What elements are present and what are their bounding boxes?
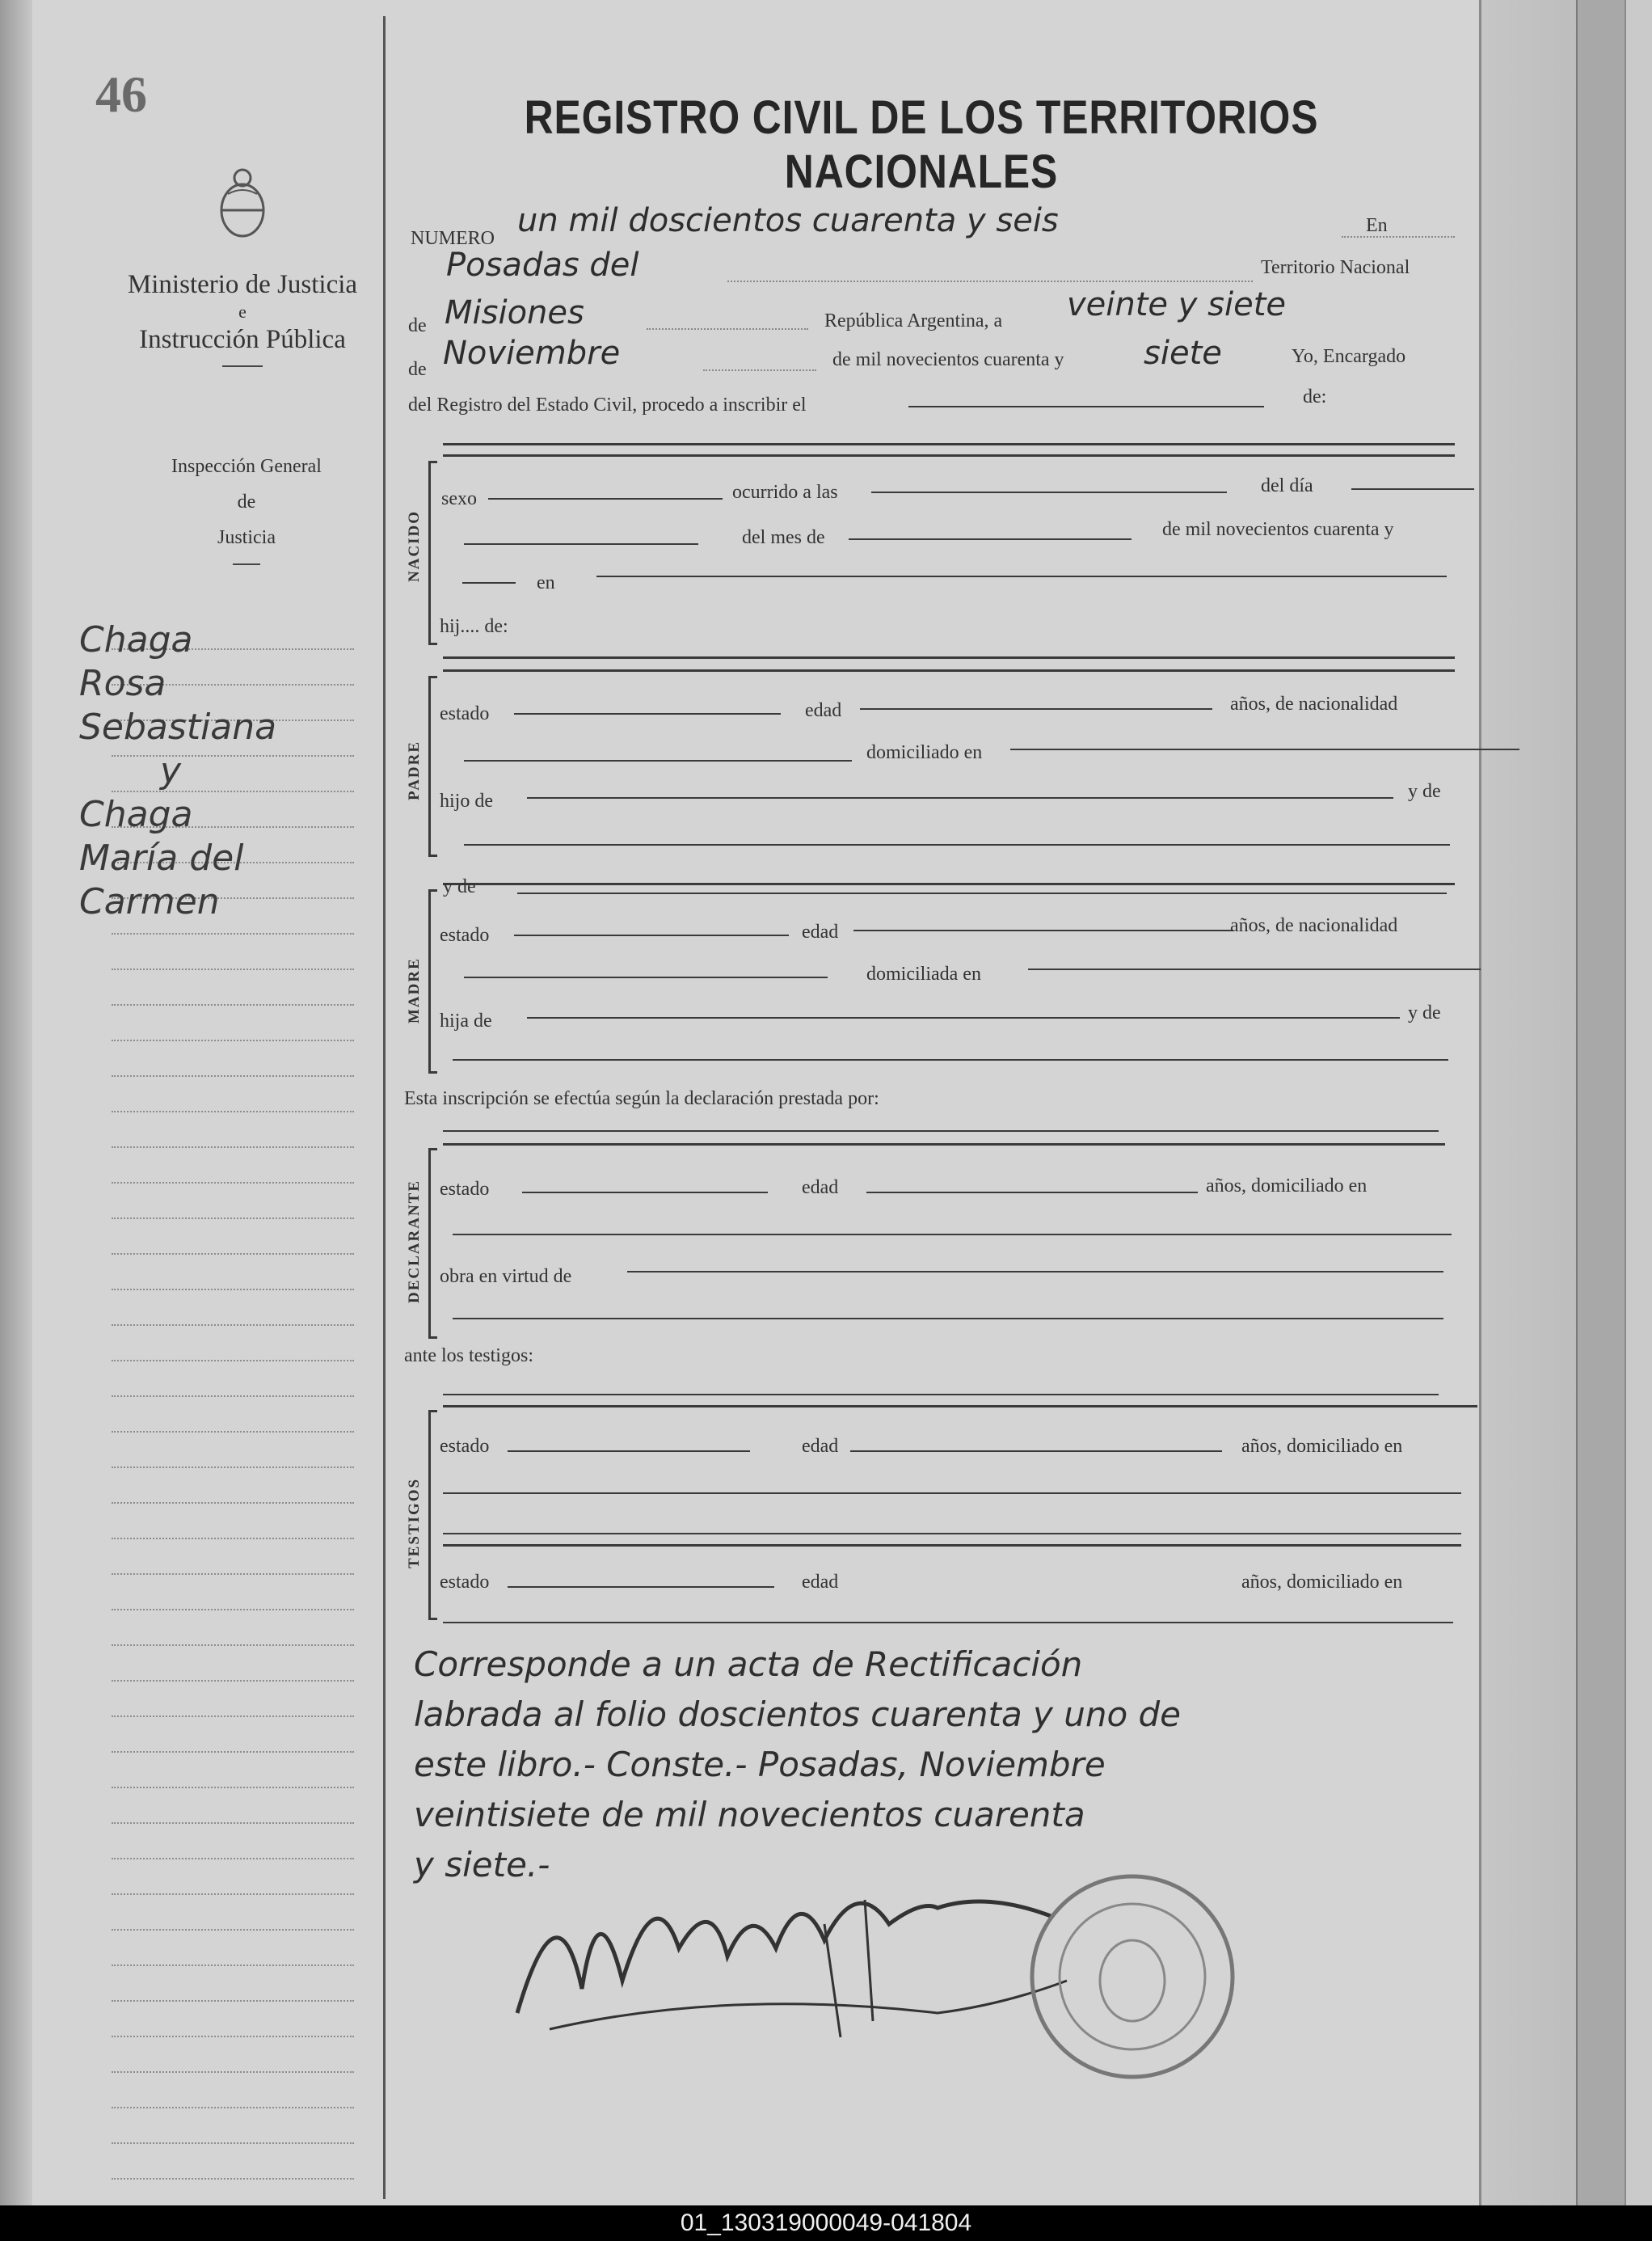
- numero-label: NUMERO: [411, 228, 495, 249]
- province-value: Misiones: [445, 294, 584, 331]
- image-id-footer: 01_130319000049-041804: [0, 2205, 1652, 2241]
- place-value: Posadas del: [446, 247, 639, 284]
- margin-ruled-line: [112, 935, 354, 970]
- declarante-section-label: DECLARANTE: [406, 1179, 423, 1303]
- margin-name-line: Chaga: [79, 619, 193, 660]
- margin-ruled-line: [112, 1682, 354, 1717]
- de-label-2: de: [408, 359, 427, 380]
- margin-name-line: Sebastiana: [79, 707, 277, 748]
- declarante-anos: años, domiciliado en: [1206, 1175, 1368, 1196]
- ministry-line-2: e: [238, 302, 247, 322]
- margin-name-line: Carmen: [79, 881, 220, 922]
- folio-number: 46: [95, 65, 147, 123]
- nacido-del-mes: del mes de: [742, 527, 825, 548]
- registry-stamp-icon: [1023, 1868, 1241, 2086]
- padre-edad: edad: [805, 700, 842, 721]
- margin-ruled-line: [112, 1575, 354, 1610]
- testigo-2-anos: años, domiciliado en: [1241, 1572, 1403, 1593]
- en-label: En: [1366, 215, 1388, 236]
- yo-label: Yo, Encargado: [1292, 346, 1406, 367]
- margin-ruled-line: [112, 1148, 354, 1184]
- margin-ruled-line: [112, 970, 354, 1006]
- ministry-block: [105, 267, 380, 386]
- handwritten-signature-icon: [485, 1827, 1099, 2045]
- margin-ruled-line: [112, 1468, 354, 1504]
- declarante-obra: obra en virtud de: [440, 1266, 572, 1287]
- madre-y-de-2: y de: [1408, 1002, 1441, 1023]
- inspeccion-block: [145, 449, 348, 573]
- margin-ruled-line: [112, 1788, 354, 1824]
- testigos-label: ante los testigos:: [404, 1345, 533, 1366]
- margin-ruled-line: [112, 2073, 354, 2108]
- nacido-del-dia: del día: [1261, 475, 1313, 496]
- margin-ruled-line: [112, 2108, 354, 2144]
- padre-section-label: PADRE: [406, 740, 423, 800]
- book-binding: [0, 0, 32, 2205]
- year-value: siete: [1144, 335, 1222, 372]
- republica-label: República Argentina, a: [824, 310, 1003, 331]
- margin-ruled-line: [112, 1290, 354, 1326]
- declarante-edad: edad: [802, 1177, 839, 1198]
- ministry-line-3: Instrucción Pública: [139, 325, 346, 354]
- margin-ruled-line: [112, 1610, 354, 1646]
- page-stack-edge: [1479, 0, 1652, 2205]
- margin-ruled-line: [112, 2144, 354, 2180]
- page-title: REGISTRO CIVIL DE LOS TERRITORIOS NACIONALES: [524, 91, 1319, 198]
- margin-ruled-line: [112, 1646, 354, 1682]
- margin-ruled-line: [112, 1966, 354, 2002]
- note-line-4: veintisiete de mil novecientos cuarenta: [414, 1795, 1085, 1834]
- nacido-en: en: [537, 572, 555, 593]
- margin-name-line: Chaga: [79, 794, 193, 835]
- margin-name-line: Rosa: [79, 663, 166, 704]
- year-label: de mil novecientos cuarenta y: [832, 349, 1064, 370]
- margin-names: [79, 618, 386, 924]
- numero-value: un mil doscientos cuarenta y seis: [517, 202, 1059, 239]
- inspeccion-line-3: Justicia: [217, 527, 276, 548]
- testigo-2-edad: edad: [802, 1572, 839, 1593]
- margin-ruled-line: [112, 2037, 354, 2073]
- testigo-1-edad: edad: [802, 1436, 839, 1457]
- madre-domiciliada: domiciliada en: [866, 964, 981, 985]
- padre-y-de: y de: [1408, 781, 1441, 802]
- declarante-estado: estado: [440, 1179, 490, 1200]
- nacido-ocurrido: ocurrido a las: [732, 482, 838, 503]
- margin-ruled-line: [112, 1255, 354, 1290]
- territorio-label: Territorio Nacional: [1261, 257, 1410, 278]
- madre-y-de: y de: [443, 876, 476, 897]
- madre-edad: edad: [802, 922, 839, 943]
- margin-ruled-line: [112, 1753, 354, 1788]
- margin-ruled-line: [112, 1041, 354, 1077]
- margin-ruled-line: [112, 1219, 354, 1255]
- padre-anos: años, de nacionalidad: [1230, 694, 1398, 715]
- inspeccion-line-2: de: [237, 492, 256, 513]
- padre-estado: estado: [440, 703, 490, 724]
- note-line-5: y siete.-: [414, 1845, 550, 1884]
- madre-anos: años, de nacionalidad: [1230, 915, 1398, 936]
- margin-ruled-line: [112, 1397, 354, 1433]
- ministry-line-1: Ministerio de Justicia: [127, 270, 358, 299]
- margin-ruled-line: [112, 1006, 354, 1041]
- margin-ruled-line: [112, 1539, 354, 1575]
- margin-ruled-line: [112, 1824, 354, 1859]
- nacido-section-label: NACIDO: [406, 509, 423, 582]
- margin-ruled-line: [112, 1184, 354, 1219]
- padre-hijo-de: hijo de: [440, 791, 493, 812]
- inspeccion-line-1: Inspección General: [171, 456, 322, 477]
- argentine-coat-of-arms-icon: [210, 162, 275, 243]
- madre-hija-de: hija de: [440, 1011, 492, 1032]
- testigo-2-estado: estado: [440, 1572, 490, 1593]
- note-line-2: labrada al folio doscientos cuarenta y uno de: [414, 1694, 1182, 1734]
- margin-ruled-line: [112, 1859, 354, 1895]
- margin-ruled-line: [112, 1433, 354, 1468]
- margin-ruled-line: [112, 1112, 354, 1148]
- testigos-section-label: TESTIGOS: [406, 1477, 423, 1568]
- testigo-1-estado: estado: [440, 1436, 490, 1457]
- margin-ruled-line: [112, 1931, 354, 1966]
- note-line-1: Corresponde a un acta de Rectificación: [414, 1644, 1083, 1684]
- de-end-label: de:: [1303, 386, 1327, 407]
- testigo-1-anos: años, domiciliado en: [1241, 1436, 1403, 1457]
- margin-ruled-line: [112, 1717, 354, 1753]
- margin-ruled-line: [112, 1895, 354, 1931]
- margin-ruled-line: [112, 2002, 354, 2037]
- day-value: veinte y siete: [1067, 286, 1286, 323]
- madre-section-label: MADRE: [406, 957, 423, 1023]
- nacido-hij: hij.... de:: [440, 616, 508, 637]
- margin-name-line: María del: [79, 838, 244, 879]
- registro-label: del Registro del Estado Civil, procedo a inscribir el: [408, 395, 807, 416]
- inscripcion-label: Esta inscripción se efectúa según la declaración prestada por:: [404, 1088, 879, 1109]
- margin-ruled-line: [112, 1077, 354, 1112]
- padre-domiciliado: domiciliado en: [866, 742, 983, 763]
- month-value: Noviembre: [443, 335, 621, 372]
- de-label: de: [408, 315, 427, 336]
- margin-divider: [383, 16, 386, 2199]
- nacido-de-mil: de mil novecientos cuarenta y: [1162, 519, 1394, 540]
- note-line-3: este libro.- Conste.- Posadas, Noviembre: [414, 1745, 1106, 1784]
- margin-ruled-line: [112, 1361, 354, 1397]
- margin-name-line: y: [160, 750, 182, 791]
- nacido-sexo: sexo: [441, 488, 477, 509]
- margin-ruled-line: [112, 1504, 354, 1539]
- madre-estado: estado: [440, 925, 490, 946]
- margin-ruled-line: [112, 1326, 354, 1361]
